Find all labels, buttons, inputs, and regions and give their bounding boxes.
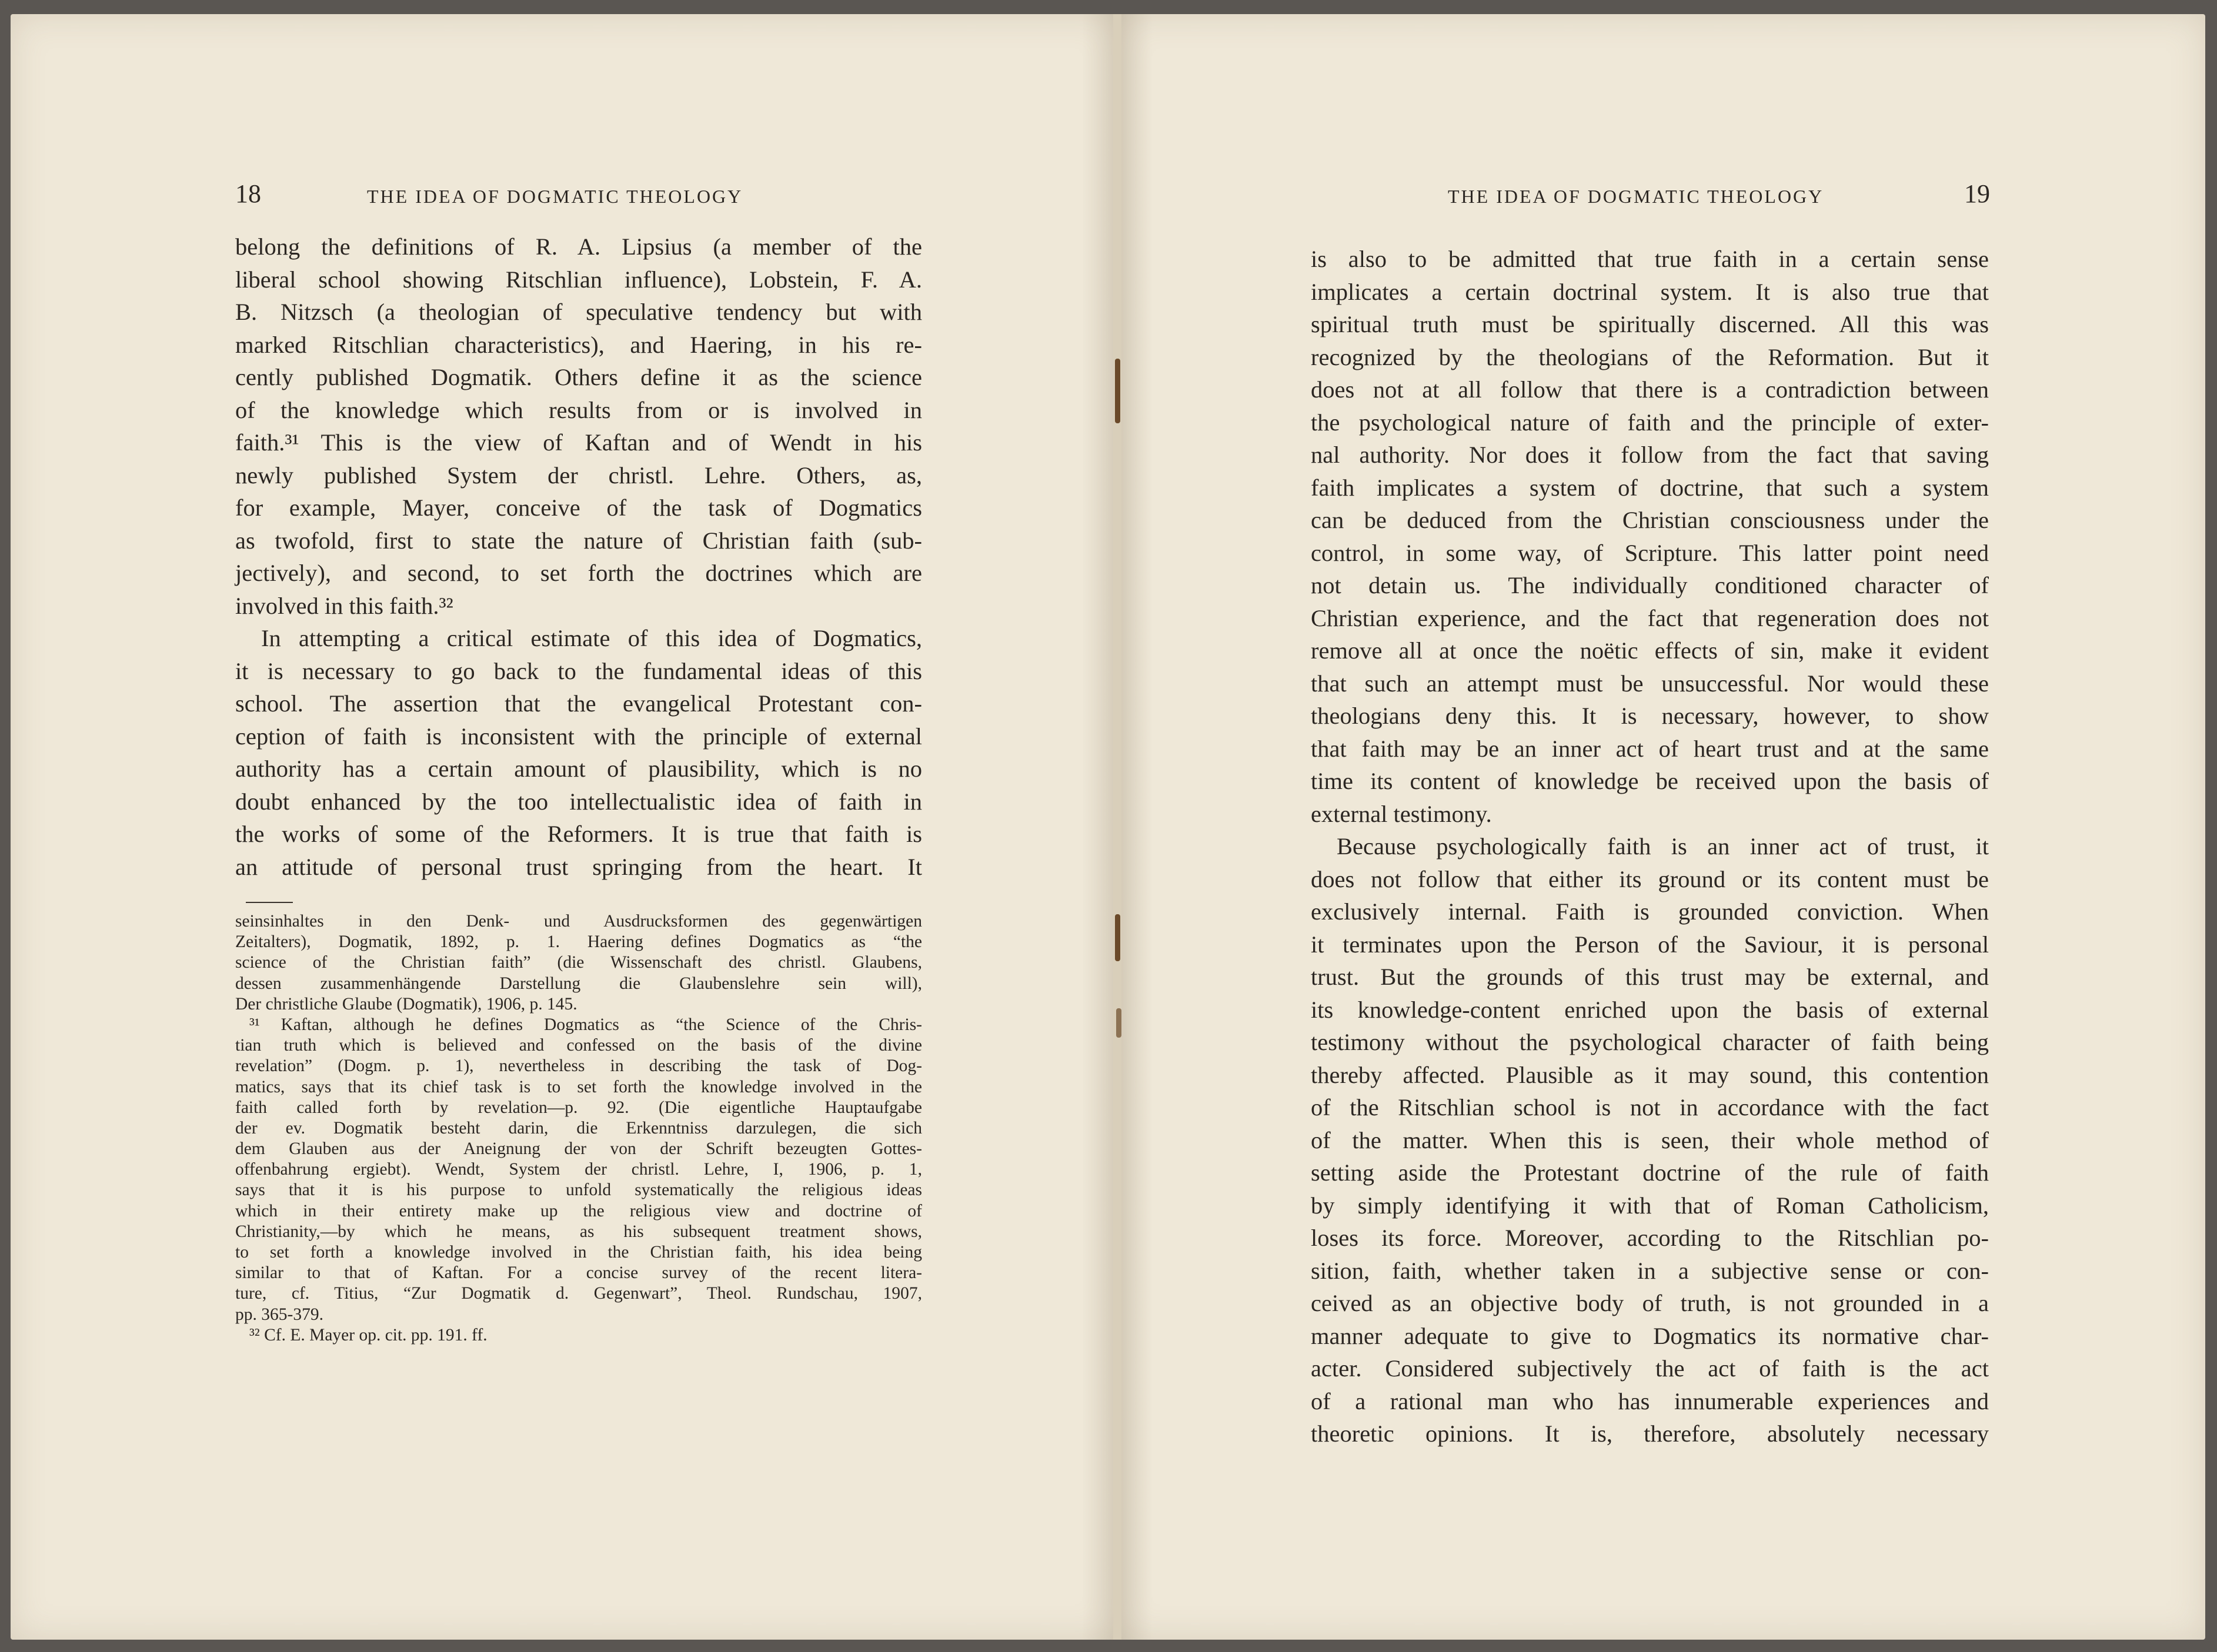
text-line: spiritual truth must be spiritually discerned. All this was [1311, 311, 1989, 337]
text-line: school. The assertion that the evangelical Protestant con- [235, 690, 922, 717]
text-line: authority has a certain amount of plausibility, which is no [235, 755, 922, 782]
text-line: the psychological nature of faith and the principle of exter- [1311, 409, 1989, 436]
footnote-line: offenbahrung ergiebt). Wendt, System der christl. Lehre, I, 1906, p. 1, [235, 1160, 922, 1179]
text-line: marked Ritschlian characteristics), and Haering, in his re- [235, 331, 922, 358]
text-line: it terminates upon the Person of the Saviour, it is personal [1311, 931, 1989, 958]
footnote-line: matics, says that its chief task is to set forth the knowledge involved in the [235, 1077, 922, 1096]
text-line: remove all at once the noëtic effects of sin, make it evident [1311, 637, 1989, 664]
footnote-line: science of the Christian faith” (die Wissenschaft des christl. Glaubens, [235, 953, 922, 972]
footnote-line: to set forth a knowledge involved in the Christian faith, his idea being [235, 1243, 922, 1262]
text-line: faith implicates a system of doctrine, that such a system [1311, 474, 1989, 501]
right-page [1117, 14, 2205, 1640]
footnote-line: Zeitalters), Dogmatik, 1892, p. 1. Haering defines Dogmatics as “the [235, 932, 922, 952]
binding-stitch [1115, 359, 1120, 423]
footnote-line: dem Glauben aus der Aneignung der von der Schrift bezeugten Gottes- [235, 1139, 922, 1159]
footnote-line: revelation” (Dogm. p. 1), nevertheless in describing the task of Dog- [235, 1056, 922, 1076]
text-line: belong the definitions of R. A. Lipsius (a member of the [235, 233, 922, 260]
text-line: theologians deny this. It is necessary, however, to show [1311, 703, 1989, 729]
footnote-line: faith called forth by revelation—p. 92. (Die eigentliche Hauptaufgabe [235, 1098, 922, 1117]
footnotes [235, 911, 922, 1346]
text-line: In attempting a critical estimate of this idea of Dogmatics, [261, 625, 922, 651]
text-line: of the Ritschlian school is not in accordance with the fact [1311, 1094, 1989, 1121]
text-line: by simply identifying it with that of Roman Catholicism, [1311, 1192, 1989, 1219]
text-line: loses its force. Moreover, according to the Ritschlian po- [1311, 1225, 1989, 1251]
text-line: time its content of knowledge be received upon the basis of [1311, 768, 1989, 794]
text-line: of the knowledge which results from or is involved in [235, 396, 922, 423]
footnote-rule [246, 902, 293, 903]
text-line: not detain us. The individually conditioned character of [1311, 572, 1989, 598]
page-number: 18 [235, 179, 261, 208]
footnote-line: similar to that of Kaftan. For a concise survey of the recent litera- [235, 1263, 922, 1283]
text-line: is also to be admitted that true faith in a certain sense [1311, 246, 1989, 272]
footnote-line: ³¹ Kaftan, although he defines Dogmatics as “the Science of the Chris- [249, 1015, 922, 1034]
text-line: of the matter. When this is seen, their whole method of [1311, 1126, 1989, 1153]
text-line: setting aside the Protestant doctrine of the rule of faith [1311, 1159, 1989, 1186]
text-line: theoretic opinions. It is, therefore, absolutely necessary [1311, 1420, 1989, 1447]
text-line: can be deduced from the Christian consciousness under the [1311, 507, 1989, 533]
text-line: faith.³¹ This is the view of Kaftan and of Wendt in his [235, 429, 922, 456]
text-line: acter. Considered subjectively the act of faith is the act [1311, 1355, 1989, 1382]
footnote-line: which in their entirety make up the religious view and doctrine of [235, 1201, 922, 1220]
text-line: does not follow that either its ground or its content must be [1311, 865, 1989, 892]
footnote-line: tian truth which is believed and confessed on the basis of the divine [235, 1036, 922, 1055]
text-line: involved in this faith.³² [235, 592, 453, 619]
footnote-line: pp. 365-379. [235, 1305, 323, 1324]
text-line: testimony without the psychological character of faith being [1311, 1029, 1989, 1055]
text-line: implicates a certain doctrinal system. It is also true that [1311, 278, 1989, 305]
text-line: cently published Dogmatik. Others define it as the science [235, 364, 922, 390]
footnote-line: der ev. Dogmatik besteht darin, die Erkenntniss darzulegen, die sich [235, 1118, 922, 1138]
text-line: sition, faith, whether taken in a subjective sense or con- [1311, 1257, 1989, 1284]
text-line: trust. But the grounds of this trust may be external, and [1311, 964, 1989, 990]
text-line: for example, Mayer, conceive of the task of Dogmatics [235, 494, 922, 521]
footnote-line: ³² Cf. E. Mayer op. cit. pp. 191. ff. [249, 1325, 488, 1345]
page-number: 19 [1964, 179, 1990, 208]
text-line: its knowledge-content enriched upon the basis of external [1311, 996, 1989, 1023]
text-line: does not at all follow that there is a contradiction between [1311, 376, 1989, 403]
footnote-line: ture, cf. Titius, “Zur Dogmatik d. Gegenwart”, Theol. Rundschau, 1907, [235, 1284, 922, 1303]
text-line: doubt enhanced by the too intellectualistic idea of faith in [235, 788, 922, 815]
text-line: nal authority. Nor does it follow from the fact that saving [1311, 442, 1989, 468]
footnote-line: seinsinhaltes in den Denk- und Ausdrucksformen des gegenwärtigen [235, 912, 922, 931]
text-line: external testimony. [1311, 800, 1492, 827]
footnote-line: dessen zusammenhängende Darstellung die Glaubenslehre sein will), [235, 974, 922, 993]
text-line: exclusively internal. Faith is grounded conviction. When [1311, 898, 1989, 925]
footnote-line: Christianity,—by which he means, as his subsequent treatment shows, [235, 1222, 922, 1241]
text-line: the works of some of the Reformers. It is true that faith is [235, 821, 922, 847]
text-line: of a rational man who has innumerable experiences and [1311, 1387, 1989, 1414]
binding-stitch [1115, 914, 1120, 961]
body-text [1311, 243, 1989, 1450]
running-head: THE IDEA OF DOGMATIC THEOLOGY [367, 186, 743, 207]
body-text [235, 230, 922, 883]
left-page [11, 14, 1117, 1640]
text-line: Because psychologically faith is an inner act of trust, it [1337, 833, 1989, 860]
text-line: Christian experience, and the fact that regeneration does not [1311, 604, 1989, 631]
text-line: an attitude of personal trust springing from the heart. It [235, 853, 922, 880]
book-gutter [1113, 14, 1121, 1640]
text-line: ception of faith is inconsistent with the principle of external [235, 723, 922, 750]
text-line: B. Nitzsch (a theologian of speculative tendency but with [235, 299, 922, 325]
footnote-line: Der christliche Glaube (Dogmatik), 1906, p. 145. [235, 994, 577, 1014]
text-line: thereby affected. Plausible as it may sound, this contention [1311, 1061, 1989, 1088]
text-line: that faith may be an inner act of heart trust and at the same [1311, 735, 1989, 762]
binding-stitch [1116, 1008, 1121, 1038]
text-line: ceived as an objective body of truth, is not grounded in a [1311, 1290, 1989, 1316]
text-line: manner adequate to give to Dogmatics its normative char- [1311, 1322, 1989, 1349]
text-line: jectively), and second, to set forth the doctrines which are [235, 560, 922, 586]
text-line: control, in some way, of Scripture. This latter point need [1311, 539, 1989, 566]
text-line: liberal school showing Ritschlian influence), Lobstein, F. A. [235, 266, 922, 293]
footnote-line: says that it is his purpose to unfold systematically the religious ideas [235, 1181, 922, 1200]
running-head: THE IDEA OF DOGMATIC THEOLOGY [1448, 186, 1824, 207]
text-line: that such an attempt must be unsuccessful. Nor would these [1311, 670, 1989, 697]
text-line: as twofold, first to state the nature of Christian faith (sub- [235, 527, 922, 554]
text-line: newly published System der christl. Lehre. Others, as, [235, 462, 922, 489]
text-line: recognized by the theologians of the Reformation. But it [1311, 343, 1989, 370]
text-line: it is necessary to go back to the fundamental ideas of this [235, 657, 922, 684]
